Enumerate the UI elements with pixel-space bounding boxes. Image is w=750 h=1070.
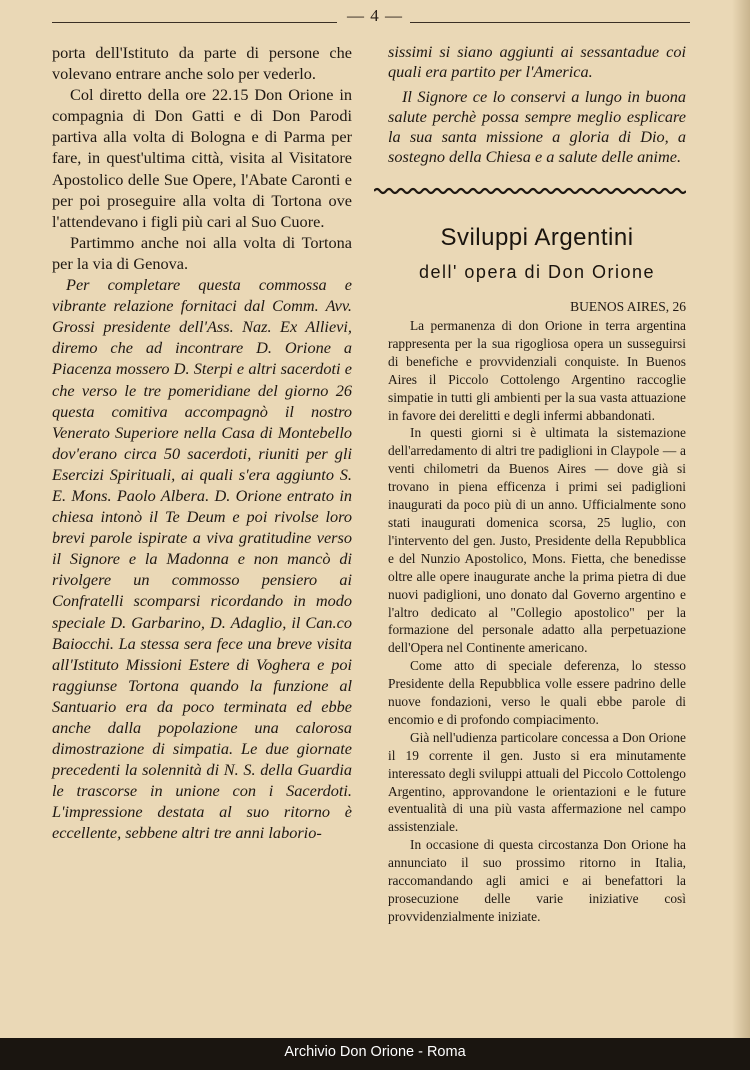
left-paragraph-2: Col diretto della ore 22.15 Don Orione in compagnia di Don Gatti e di Don Parodi partiva alla volta di Bologna e di Parma per fare, in quest'ultima città, visita al Visitatore Apostolico delle Sue Opere, l'Abate Caronti e per poi proseguire alla volta di Tortona ove l'attendevano i figli più cari al Suo Cuore. [52,85,352,231]
archive-footer: Archivio Don Orione - Roma [284,1044,466,1060]
right-continuation-1: sissimi si siano aggiunti ai sessantadue coi quali era partito per l'America. [388,42,686,81]
right-column [388,42,686,926]
left-paragraph-3: Partimmo anche noi alla volta di Tortona per la via di Genova. [52,232,352,273]
article-paragraph-5: In occasione di questa circostanza Don Orione ha annunciato il suo prossimo ritorno in Italia, raccomandando agli amici e ai benefattori la prosecuzione delle varie iniziative così provvidenzialmente iniziate. [388,837,686,924]
header-rule-left [52,22,337,23]
article-paragraph-4: Già nell'udienza particolare concessa a Don Orione il 19 corrente il gen. Justo si era minutamente interessato degli sviluppi attuali del Piccolo Cottolengo Argentino, approvandone le orientazioni e le future eventualità di una più vasta affermazione nel campo assistenziale. [388,729,686,835]
article-paragraph-2: In questi giorni si è ultimata la sistemazione dell'arredamento di altri tre padiglioni in Claypole — a venti chilometri da Buenos Aires — dove già si trovano in piena efficenza i primi sei padiglioni inaugurati da poco più di un anno. Ufficialmente sono stati inaugurati domenica scorsa, 25 luglio, con l'intervento del gen. Justo, Presidente della Repubblica e del Nunzio Apostolico, Mons. Fietta, che benedisse oltre alle opere inaugurate anche la prima pietra di due nuovi padiglioni, uno donato dal Governo argentino e l'altro dedicato al "Collegio apostolico" per la formazione del personale adatto alla perpetuazione dell'Opera nel Continente americano. [388,425,686,656]
article-paragraph-1: La permanenza di don Orione in terra argentina rappresenta per la sua rigogliosa opera un susseguirsi di benefiche e provvidenziali conquiste. In Buenos Aires il Piccolo Cottolengo Argentino raccoglie simpatie in tutti gli ambienti per la sua vasta attuazione in favore dei derelitti e degli infermi abbandonati. [388,318,686,423]
article-paragraph-3: Come atto di speciale deferenza, lo stesso Presidente della Repubblica volle essere padrino delle nuove fondazioni, verso le quali ebbe parole di encomio e di profondo compiacimento. [388,658,686,727]
wavy-divider [374,187,686,195]
left-column [52,42,352,844]
article-subtitle: dell' opera di Don Orione [418,262,656,282]
article-title: Sviluppi Argentini [440,224,634,251]
left-paragraph-1: porta dell'Istituto da parte di persone che volevano entrare anche solo per vederlo. [52,43,352,84]
header-rule-right [410,22,690,23]
left-paragraph-italic: Per completare questa commossa e vibrante relazione fornitaci dal Comm. Avv. Grossi presidente dell'Ass. Naz. Ex Allievi, diremo che ad incontrare D. Orione a Piacenza mossero D. Sterpi e altri sacerdoti e che verso le tre pomeridiane del giorno 26 questa comitiva accompagnò il nostro Venerato Superiore nella Casa di Montebello dov'erano circa 50 sacerdoti, riuniti per gli Esercizi Spirituali, ai quali s'era aggiunto S. E. Mons. Paolo Albera. D. Orione entrato in chiesa intonò il Te Deum e poi rivolse loro brevi parole ispirate a viva gratitudine verso il Signore e la Madonna e non mancò di rivolgere un commosso pensiero ai Confratelli scomparsi ricordando in modo speciale D. Garbarino, D. Adaglio, il Can.co Baiocchi. La stessa sera fece una breve visita all'Istituto Missioni Estere di Voghera e poi raggiunse Tortona quando la funzione al Santuario era da poco terminata ed ebbe anche dalla popolazione una calorosa dimostrazione di simpatia. Le due giornate precedenti la solennità di N. S. della Guardia le trascorse in unione con i Sacerdoti. L'impressione destata al suo ritorno è eccellente, sebbene altri tre anni laborio- [52,275,352,843]
right-continuation-2: Il Signore ce lo conservi a lungo in buona salute perchè possa sempre meglio esplicare la sua santa missione a gloria di Dio, a sostegno della Chiesa e a salute delle anime. [388,87,686,166]
page-number: — 4 — [347,6,403,25]
article-dateline: BUENOS AIRES, 26 [570,299,686,314]
